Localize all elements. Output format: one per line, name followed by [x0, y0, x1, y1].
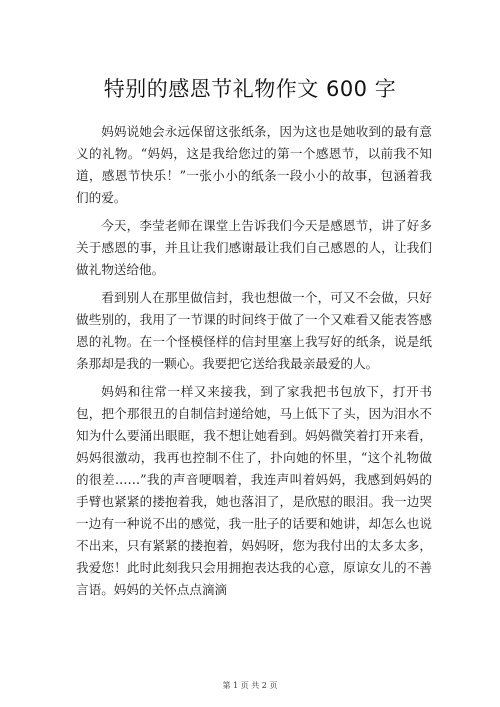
paragraph-2: 今天，李莹老师在课堂上告诉我们今天是感恩节，讲了好多关于感恩的事，并且让我们感谢最让我们自己感恩的人，让我们做礼物送给他。 — [76, 218, 432, 277]
paragraph-1: 妈妈说她会永远保留这张纸条，因为这也是她收到的最有意义的礼物。“妈妈，这是我给您过的第一个感恩节，以前我不知道，感恩节快乐！”一张小小的纸条一段小小的故事，包涵着我们的爱。 — [76, 124, 432, 205]
page-number-footer: 第 1 页 共 2 页 — [222, 681, 278, 690]
document-title: 特别的感恩节礼物作文 600 字 — [103, 77, 397, 101]
paragraph-3: 看到别人在那里做信封，我也想做一个，可又不会做，只好做些别的，我用了一节课的时间终于做了一个又难看又能表答感恩的礼物。在一个怪模怪样的信封里塞上我写好的纸条，说是纸条那却是我的一颗心。我要把它送给我最亲最爱的人。 — [76, 290, 432, 371]
paragraph-4: 妈妈和往常一样又来接我，到了家我把书包放下，打开书包，把个那很丑的自制信封递给她，马上低下了头，因为泪水不知为什么要涌出眼眶，我不想让她看到。妈妈微笑着打开来看，妈妈很激动，我再也控制不住了，扑向她的怀里，“这个礼物做的很差……”我的声音哽咽着，我连声叫着妈妈，我感到妈妈的手臂也紧紧的搂抱着我，她也落泪了，是欣慰的眼泪。我一边哭一边有一种说不出的感觉，我一肚子的话要和她讲，却怎么也说不出来，只有紧紧的搂抱着，妈妈呀，您为我付出的太多太多，我爱您！此时此刻我只会用拥抱表达我的心意，原谅女儿的不善言语。妈妈的关怀点点滴滴 — [76, 384, 432, 597]
document-body — [76, 121, 432, 601]
